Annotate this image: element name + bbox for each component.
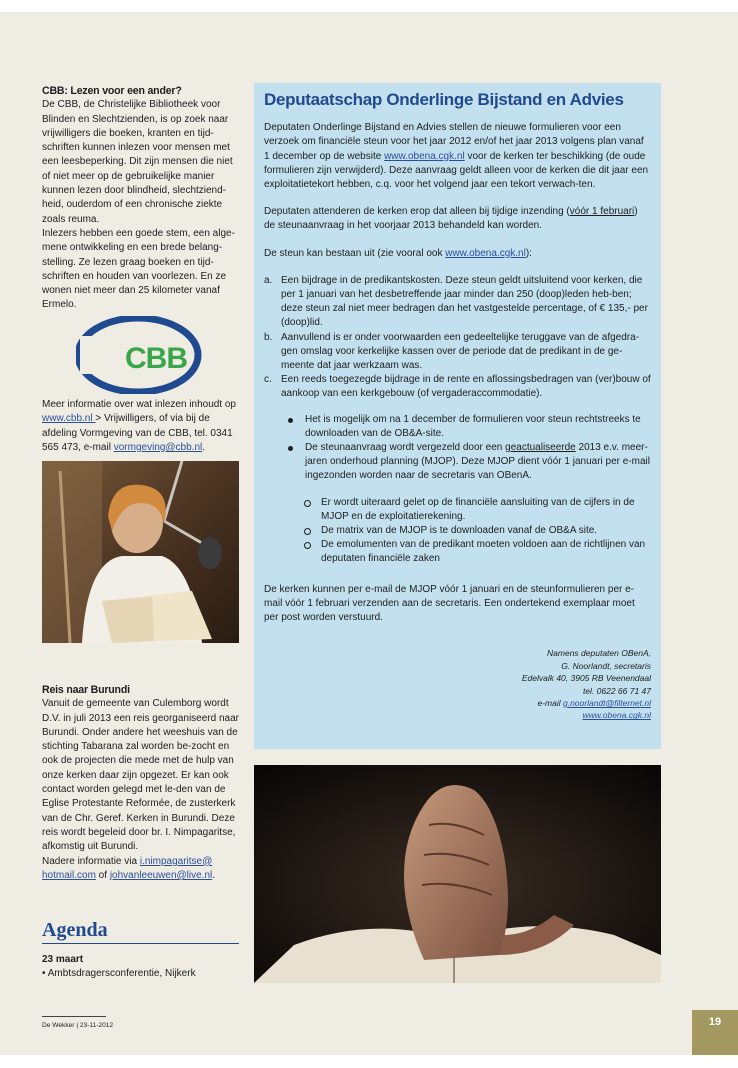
list-item: a. Een bijdrage in de predikantskosten. Deze steun geldt uitsluitend voor kerken, die per 1 januari van het desbetreffende jaar minder dan 250 (doop)leden heb-ben; deze steun zal niet meer bedragen dan het vastgestelde percentage, of € 135,- per (doop)lid.	[264, 274, 648, 329]
obena-paragraph-4: De kerken kunnen per e-mail de MJOP vóór 1 januari en de steunformulieren per e-mail vóór 1 februari verzenden aan de secretaris. Een ondertekend exemplaar moet per post worden verstuurd.	[264, 583, 635, 624]
obena-box	[254, 83, 661, 749]
deadline-underline: vóór 1 februari	[569, 206, 635, 218]
obena-website-link-3[interactable]: www.obena.cgk.nl	[582, 710, 651, 721]
list-item: Het is mogelijk om na 1 december de formulieren voor steun rechtstreeks te downloaden van de OB&A-site.	[288, 413, 651, 441]
cbb-paragraph-1: De CBB, de Christelijke Bibliotheek voor Blinden en Slechtzienden, is op zoek naar vrijwilligers die boeken, kranten en tijd-schriften kunnen inlezen voor mensen met een leesbeperking. Dit zijn mensen die niet of niet meer op de gebruikelijke manier kunnen lezen door blindheid, slechtziend-heid, ouderdom of een chronische ziekte zoals reuma.	[42, 99, 233, 225]
cbb-paragraph-2: Inlezers hebben een goede stem, een alge-mene ontwikkeling en een brede belang-stelling. Ze lezen graag boeken en tijd-schriften en houden van voorlezen. En ze wonen niet meer dan 25 kilometer vanaf Ermelo.	[42, 227, 235, 311]
burundi-title: Reis naar Burundi	[42, 684, 130, 696]
signature-block: Namens deputaten OBenA, G. Noorlandt, secretaris Edelvalk 40, 3905 RB Veenendaal tel. 0622 66 71 47 e-mail g.noorlandt@filternet.nl www.obena.cgk.nl	[521, 648, 651, 721]
reader-photo	[42, 461, 239, 643]
bullet-list	[288, 413, 651, 484]
cbb-title: CBB: Lezen voor een ander?	[42, 85, 182, 97]
support-list	[264, 274, 651, 402]
burundi-email-link-1[interactable]: i.nimpagaritse@ hotmail.com	[42, 855, 213, 881]
circle-bullet-icon	[304, 542, 311, 549]
list-item: b. Aanvullend is er onder voorwaarden een gedeeltelijke teruggave van de afgedra-gen omslag voor kerkelijke kassen over de periode dat de predikant in de ge-meente dat jaar werkzaam was.	[264, 331, 640, 372]
agenda-item: • Ambtsdragersconferentie, Nijkerk	[42, 968, 196, 979]
sub-bullet-list	[304, 496, 651, 567]
list-item: De emolumenten van de predikant moeten voldoen aan de richtlijnen van deputaten financiële zaken	[304, 538, 651, 566]
circle-bullet-icon	[304, 528, 311, 535]
cbb-website-link[interactable]: www.cbb.nl	[42, 413, 96, 425]
bullet-icon	[288, 446, 293, 451]
obena-paragraph-3: De steun kan bestaan uit (zie vooral ook www.obena.cgk.nl):	[264, 247, 532, 259]
obena-website-link[interactable]: www.obena.cgk.nl	[384, 150, 465, 162]
footer-divider	[42, 1016, 106, 1017]
list-item: Er wordt uiteraard gelet op de financiële aansluiting van de cijfers in de MJOP en de exploitatierekening.	[304, 496, 651, 524]
list-item: De matrix van de MJOP is te downloaden vanaf de OB&A site.	[304, 524, 651, 538]
praying-hands-photo	[254, 765, 661, 983]
circle-bullet-icon	[304, 500, 311, 507]
obena-title: Deputaatschap Onderlinge Bijstand en Advies	[264, 90, 624, 109]
list-item: De steunaanvraag wordt vergezeld door een geactualiseerde 2013 e.v. meer-jaren onderhoud planning (MJOP). Deze MJOP dient vóór 1 januari per e-mail ingezonden worden naar de secretaris van OBenA.	[288, 441, 651, 484]
footer-source: De Wekker | 23-11-2012	[42, 1022, 114, 1029]
cbb-logo-text: CBB	[125, 342, 187, 375]
burundi-article: Reis naar Burundi Vanuit de gemeente van Culemborg wordt D.V. in juli 2013 een reis georganiseerd naar Burundi. Onder andere het weeshuis van de stichting Tabarana zal worden be-zocht en ook de projecten die mede met de hulp van onze kerken daar zijn opgezet. Er kan ook contact worden gelegd met le-den van de Eglise Protestante Reformée, de zusterkerk van de Chr. Geref. Kerken in Burundi. Deze reis wordt begeleid door br. I. Nimpagaritse, afkomstig uit Burundi. Nadere informatie via i.nimpagaritse@ hotmail.com of johvanleeuwen@live.nl.	[42, 684, 239, 881]
bullet-icon	[288, 418, 293, 423]
list-item: c. Een reeds toegezegde bijdrage in de rente en aflossingsbedragen van (ver)bouw of aankoop van een kerkgebouw (of vergaderaccommodatie).	[264, 374, 651, 400]
burundi-body: Vanuit de gemeente van Culemborg wordt D.V. in juli 2013 een reis georganiseerd naar Burundi. Onder andere het weeshuis van de stichting Tabarana zal worden be-zocht en ook de projecten die mede met de hulp van onze kerken daar zijn opgezet. Er kan ook contact worden gelegd met le-den van de Eglise Protestante Reformée, de zusterkerk van de Chr. Geref. Kerken in Burundi. Deze reis wordt begeleid door br. I. Nimpagaritse, afkomstig uit Burundi.	[42, 698, 239, 853]
secretary-email-link[interactable]: g.noorlandt@filternet.nl	[562, 697, 651, 708]
cbb-info-text-2: > Vrijwilligers, of via bij de afdeling Vormgeving van de CBB, tel. 0341 565 473, e-mail	[42, 413, 233, 453]
page-number: 19	[692, 1010, 738, 1055]
obena-paragraph-1: Deputaten Onderlinge Bijstand en Advies stellen de nieuwe formulieren voor een verzoek om financiële steun voor het jaar 2012 en/of het jaar 2013 volgens plan vanaf 1 december op de website www.obena.cgk.nl voor de kerken ter beschikking (de oude formulieren zijn verwijderd). Deze aanvraag geldt alleen voor de kerken die dit jaar een exploitatietekort hebben, c.q. voor het volgend jaar een tekort verwach-ten.	[264, 122, 649, 191]
agenda-date: 23 maart	[42, 954, 84, 965]
cbb-logo	[76, 316, 204, 394]
obena-website-link-2[interactable]: www.obena.cgk.nl	[445, 247, 526, 259]
agenda-title: Agenda	[42, 918, 239, 944]
cbb-info-text: Meer informatie over wat inlezen inhoudt op	[42, 399, 236, 410]
burundi-email-link-2[interactable]: johvanleeuwen@live.nl	[109, 869, 213, 881]
agenda	[42, 918, 239, 979]
cbb-email-link[interactable]: vormgeving@cbb.nl	[113, 441, 203, 453]
cbb-info: Meer informatie over wat inlezen inhoudt op www.cbb.nl > Vrijwilligers, of via bij de afdeling Vormgeving van de CBB, tel. 0341 565 473, e-mail vormgeving@cbb.nl.	[42, 399, 236, 453]
cbb-article	[42, 84, 240, 313]
obena-paragraph-2: Deputaten attenderen de kerken erop dat alleen bij tijdige inzending (vóór 1 februari) de steunaanvraag in het voorjaar 2013 behandeld kan worden.	[264, 206, 638, 232]
